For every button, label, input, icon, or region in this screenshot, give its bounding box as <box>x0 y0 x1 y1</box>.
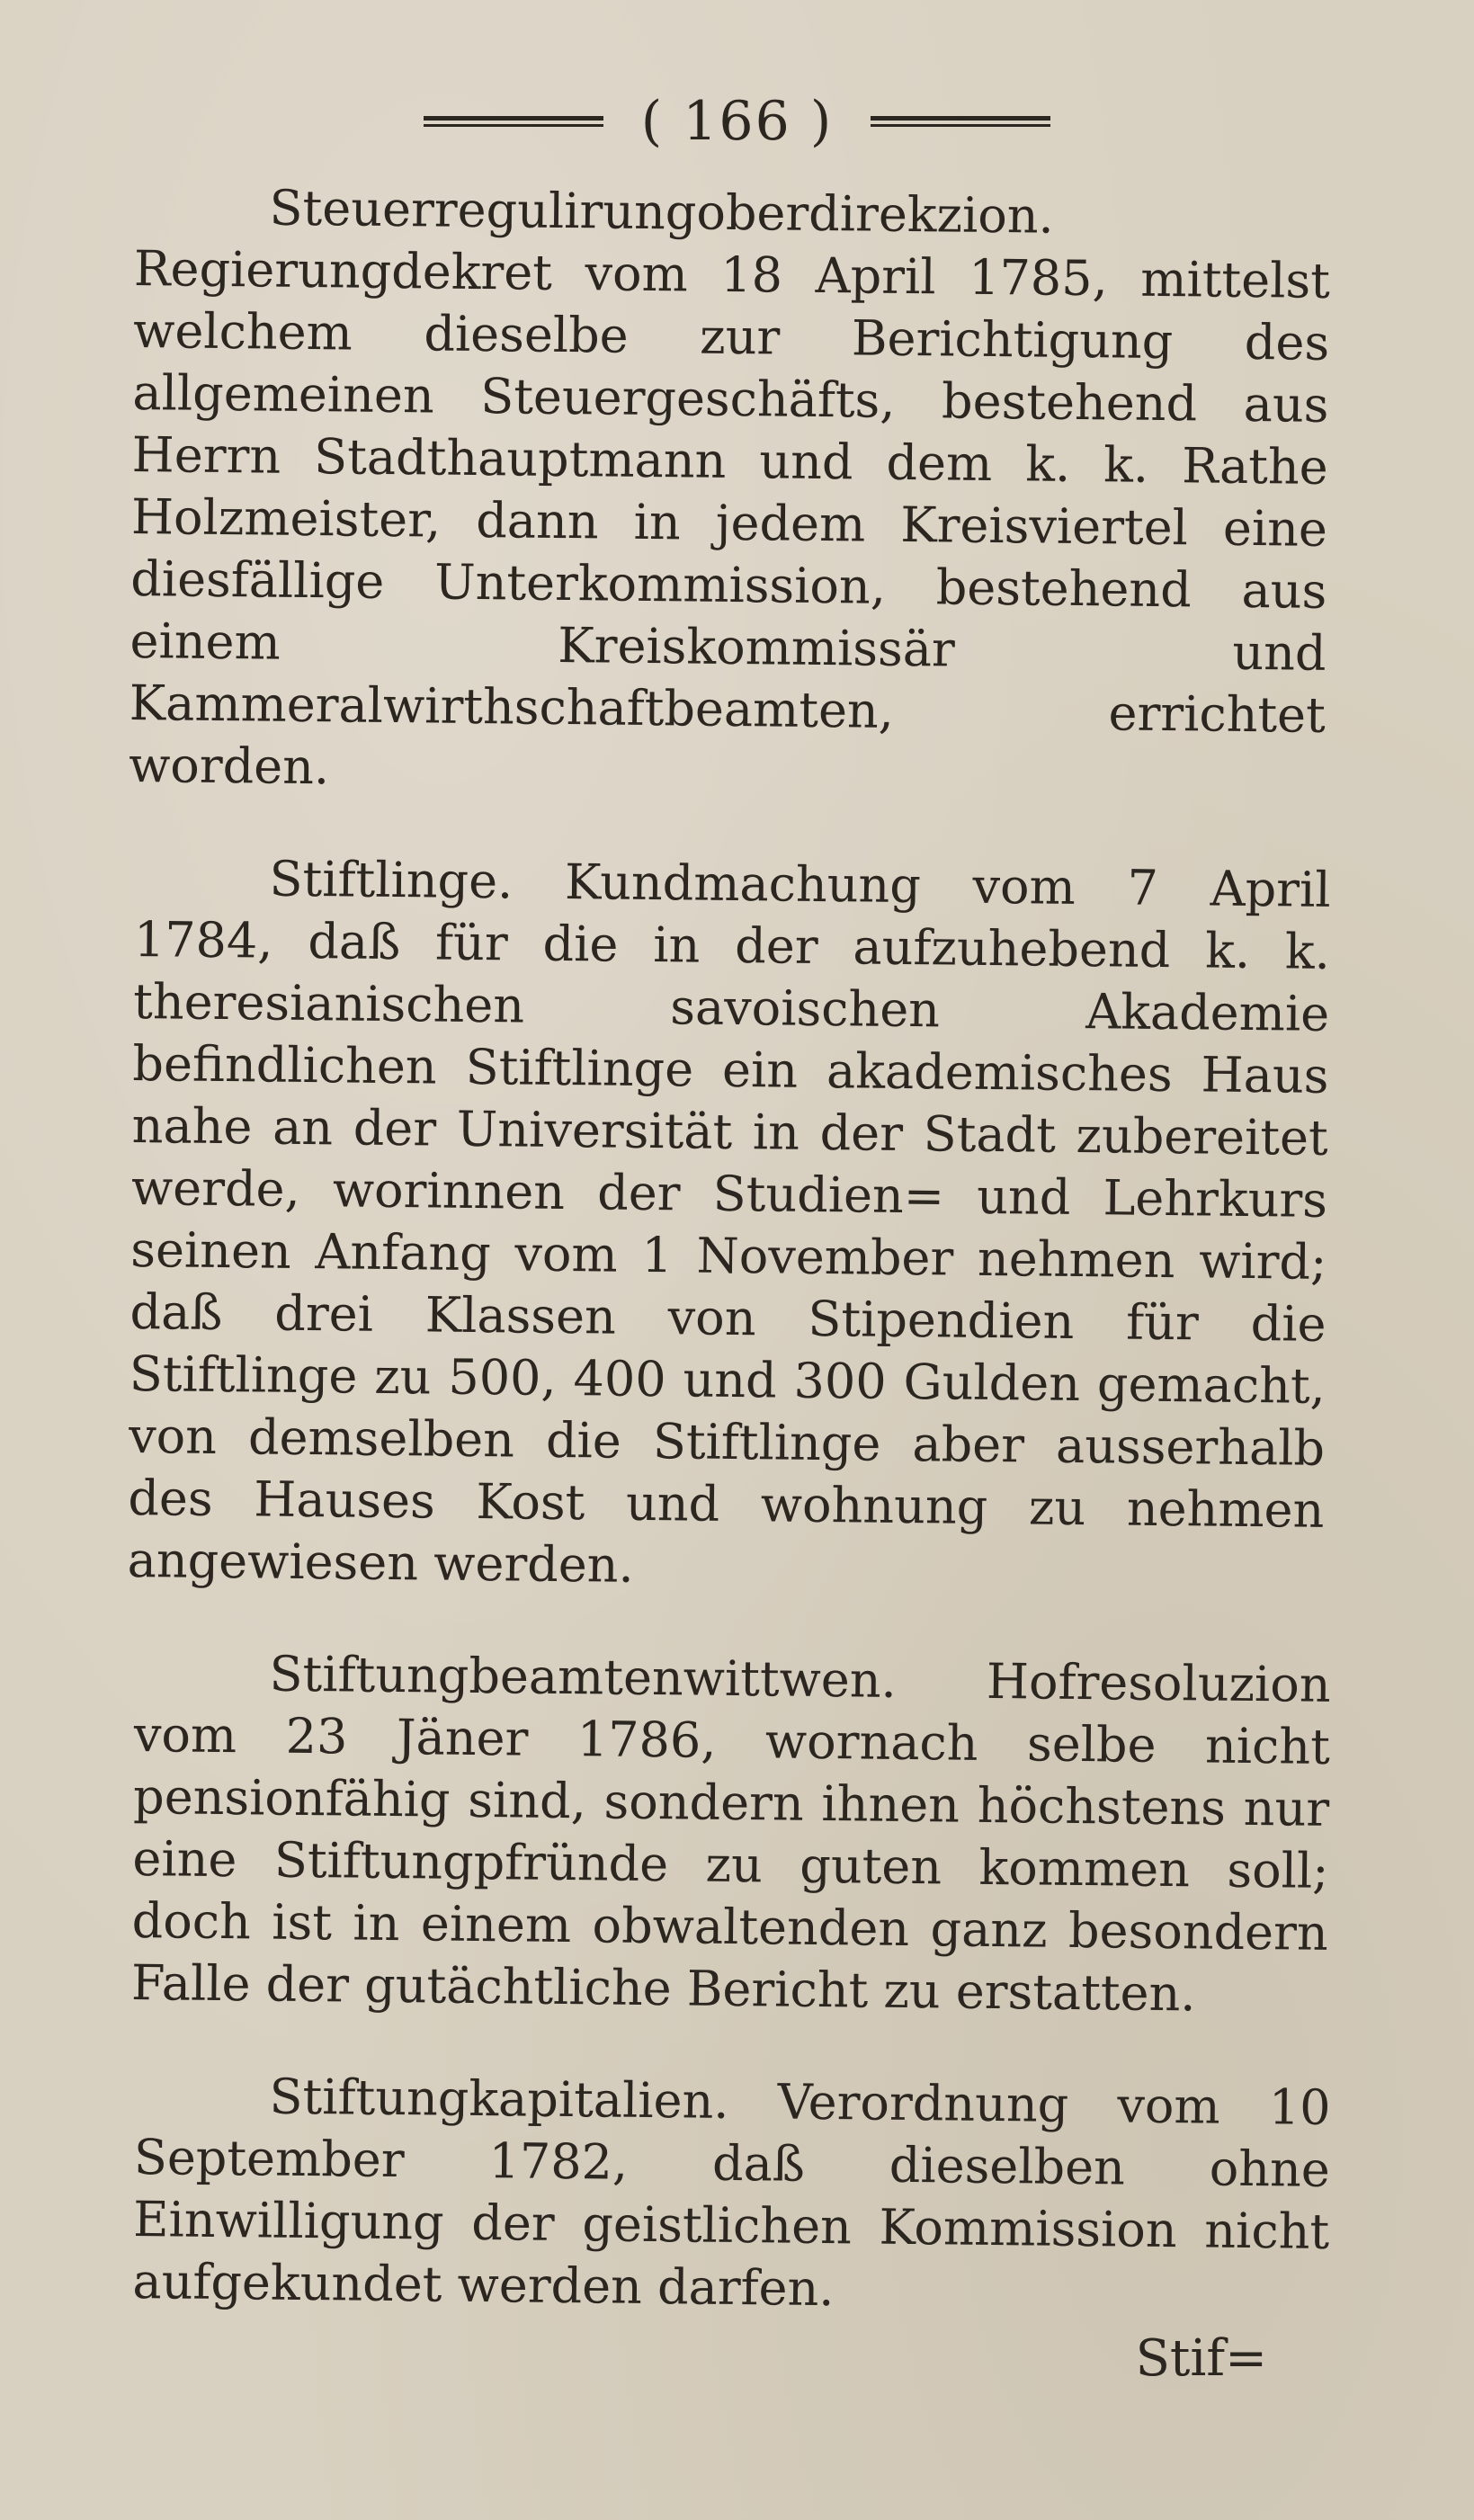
page-body <box>127 175 1331 2363</box>
right-header-rule <box>871 116 1050 127</box>
entry-stiftungkapitalien: Stiftungkapitalien. Verordnung vom 10 September 1782, daß dieselben ohne Einwilligung der geistlichen Kommission nicht aufgekundet werden darfen. <box>132 2068 1331 2318</box>
page-number: ( 166 ) <box>640 90 834 153</box>
page-header <box>0 85 1474 157</box>
catchword: Stif= <box>1135 2329 1267 2388</box>
entry-steuerregulirungoberdirekzion: Steuerregulirungoberdirekzion. Regierungdekret vom 18 April 1785, mittelst welchem dieselbe zur Berichtigung des allgemeinen Steuergeschäfts, bestehend aus Herrn Stadthauptmann und dem k. k. Rathe Holzmeister, dann in jedem Kreisviertel eine diesfällige Unterkommission, bestehend aus einem Kreiskommissär und Kammeralwirthschaftbeamten, errichtet worden. <box>128 179 1331 796</box>
entry-stiftlinge: Stiftlinge. Kundmachung vom 7 April 1784, daß für die in der aufzuhebend k. k. theresianischen savoischen Akademie befindlichen Stiftlinge ein akademisches Haus nahe an der Universität in der Stadt zubereitet werde, worinnen der Studien= und Lehrkurs seinen Anfang vom 1 November nehmen wird; daß drei Klassen von Stipendien für die Stiftlinge zu 500, 400 und 300 Gulden gemacht, von demselben die Stiftlinge aber ausserhalb des Hauses Kost und wohnung zu nehmen angewiesen werden. <box>127 850 1331 1594</box>
left-header-rule <box>424 116 603 127</box>
entry-stiftungbeamtenwittwen: Stiftungbeamtenwittwen. Hofresoluzion vom 23 Jäner 1786, wornach selbe nicht pensionfähig sind, sondern ihnen höchstens nur eine Stiftungpfründe zu guten kommen soll; doch ist in einem obwaltenden ganz besondern Falle der gutächtliche Bericht zu erstatten. <box>130 1645 1331 2023</box>
